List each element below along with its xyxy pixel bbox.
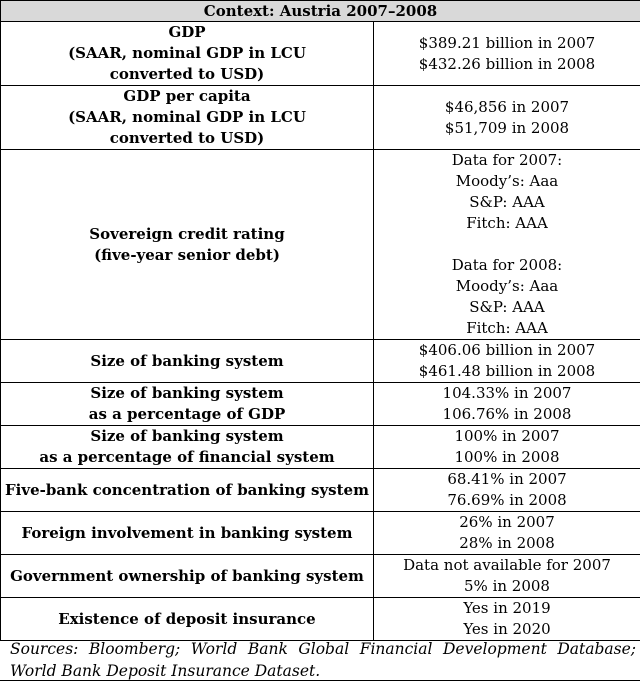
table-row-banking-gdp-pct — [1, 383, 640, 426]
table-row-deposit-insurance — [1, 598, 640, 641]
row-label: Size of banking system as a percentage of financial system — [1, 426, 374, 469]
table-row-sovereign-rating — [1, 150, 640, 340]
table-row-gdp-per-capita — [1, 86, 640, 150]
row-value: 26% in 2007 28% in 2008 — [374, 512, 640, 555]
row-label: Government ownership of banking system — [1, 555, 374, 598]
row-label: GDP per capita (SAAR, nominal GDP in LCU converted to USD) — [1, 86, 374, 150]
row-value: 100% in 2007 100% in 2008 — [374, 426, 640, 469]
table-row-banking-financial-pct — [1, 426, 640, 469]
row-label: Size of banking system as a percentage of GDP — [1, 383, 374, 426]
row-value: 68.41% in 2007 76.69% in 2008 — [374, 469, 640, 512]
row-label: Five-bank concentration of banking system — [1, 469, 374, 512]
row-value: $406.06 billion in 2007 $461.48 billion in 2008 — [374, 340, 640, 383]
row-value: $389.21 billion in 2007 $432.26 billion in 2008 — [374, 22, 640, 86]
table-title: Context: Austria 2007–2008 — [1, 1, 640, 22]
table-header-row — [1, 1, 640, 22]
row-value: 104.33% in 2007 106.76% in 2008 — [374, 383, 640, 426]
row-value: Data for 2007: Moody’s: Aaa S&P: AAA Fitch: AAA Data for 2008: Moody’s: Aaa S&P: AAA Fitch: AAA — [374, 150, 640, 340]
table-row-foreign-involvement — [1, 512, 640, 555]
table-row-government-ownership — [1, 555, 640, 598]
row-value: Data not available for 2007 5% in 2008 — [374, 555, 640, 598]
row-label: Foreign involvement in banking system — [1, 512, 374, 555]
bottom-divider — [0, 680, 640, 681]
row-label: GDP (SAAR, nominal GDP in LCU converted to USD) — [1, 22, 374, 86]
row-value: Yes in 2019 Yes in 2020 — [374, 598, 640, 641]
table-row-banking-size — [1, 340, 640, 383]
row-label: Size of banking system — [1, 340, 374, 383]
table-row-five-bank-concentration — [1, 469, 640, 512]
table-row-gdp — [1, 22, 640, 86]
sources-note: Sources: Bloomberg; World Bank Global Financial Development Database; World Bank Deposit Insurance Dataset. — [10, 640, 636, 680]
row-label: Existence of deposit insurance — [1, 598, 374, 641]
row-value: $46,856 in 2007 $51,709 in 2008 — [374, 86, 640, 150]
row-label: Sovereign credit rating (five-year senior debt) — [1, 150, 374, 340]
